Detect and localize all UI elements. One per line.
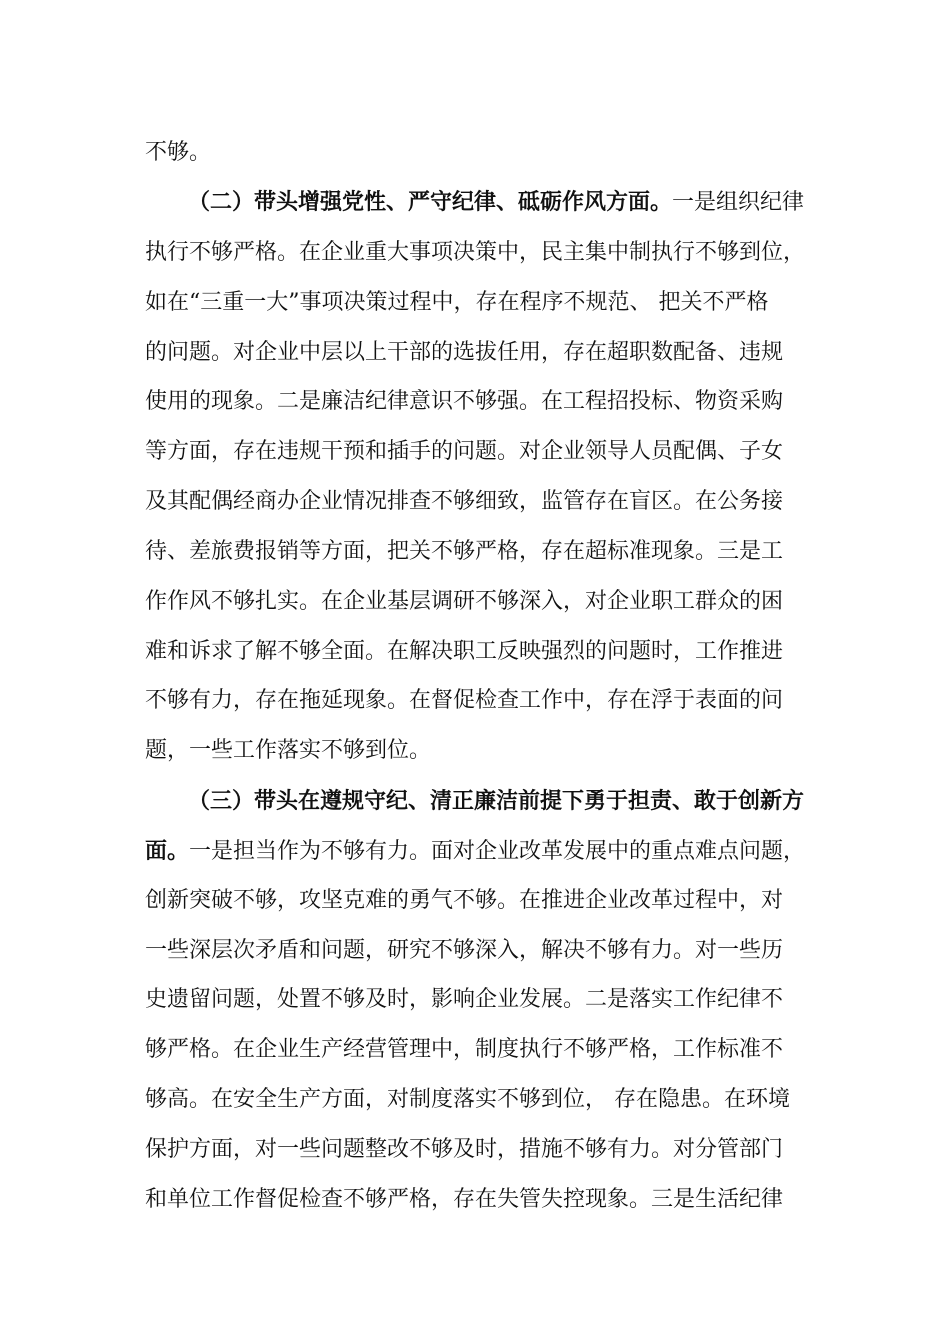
body-line: 待、差旅费报销等方面，把关不够严格，存在超标准现象。三是工 <box>145 539 784 564</box>
body-line: 的问题。对企业中层以上干部的选拔任用，存在超职数配备、违规 <box>145 340 784 365</box>
body-line: 和单位工作督促检查不够严格，存在失管失控现象。三是生活纪律 <box>145 1187 784 1212</box>
section-heading: （三）带头在遵规守纪、清正廉洁前提下勇于担责、敢于创新方 <box>188 788 805 814</box>
section-heading: 面。 <box>145 838 190 864</box>
body-line: 保护方面，对一些问题整改不够及时，措施不够有力。对分管部门 <box>145 1137 784 1162</box>
body-line: 够严格。在企业生产经营管理中，制度执行不够严格，工作标准不 <box>145 1037 784 1062</box>
section-heading: （二）带头增强党性、严守纪律、砥砺作风方面。 <box>188 189 673 215</box>
body-line: 创新突破不够，攻坚克难的勇气不够。在推进企业改革过程中，对 <box>145 888 784 913</box>
body-line: 不够。 <box>145 140 212 165</box>
body-line: 题，一些工作落实不够到位。 <box>145 738 432 763</box>
body-line: 及其配偶经商办企业情况排查不够细致，监管存在盲区。在公务接 <box>145 489 784 514</box>
section-2-heading-line <box>188 185 804 219</box>
body-line: 作作风不够扎实。在企业基层调研不够深入，对企业职工群众的困 <box>145 589 784 614</box>
body-line: 不够有力，存在拖延现象。在督促检查工作中，存在浮于表面的问 <box>145 688 784 713</box>
body-line: 执行不够严格。在企业重大事项决策中，民主集中制执行不够到位， <box>145 240 806 265</box>
body-line: 使用的现象。二是廉洁纪律意识不够强。在工程招投标、物资采购 <box>145 389 784 414</box>
body-line: 如在“三重一大”事项决策过程中，存在程序不规范、 把关不严格 <box>145 290 769 315</box>
body-text: 一是担当作为不够有力。面对企业改革发展中的重点难点问题， <box>189 839 806 864</box>
body-line: 难和诉求了解不够全面。在解决职工反映强烈的问题时，工作推进 <box>145 639 784 664</box>
body-line: 够高。在安全生产方面，对制度落实不够到位， 存在隐患。在环境 <box>145 1087 790 1112</box>
body-line: 等方面，存在违规干预和插手的问题。对企业领导人员配偶、子女 <box>145 439 784 464</box>
section-3-heading-continuation-line <box>145 834 805 868</box>
body-line: 史遗留问题，处置不够及时，影响企业发展。二是落实工作纪律不 <box>145 987 784 1012</box>
body-text: 一是组织纪律 <box>672 190 805 215</box>
body-line: 一些深层次矛盾和问题，研究不够深入，解决不够有力。对一些历 <box>145 938 784 963</box>
section-3-heading-line <box>188 784 804 818</box>
